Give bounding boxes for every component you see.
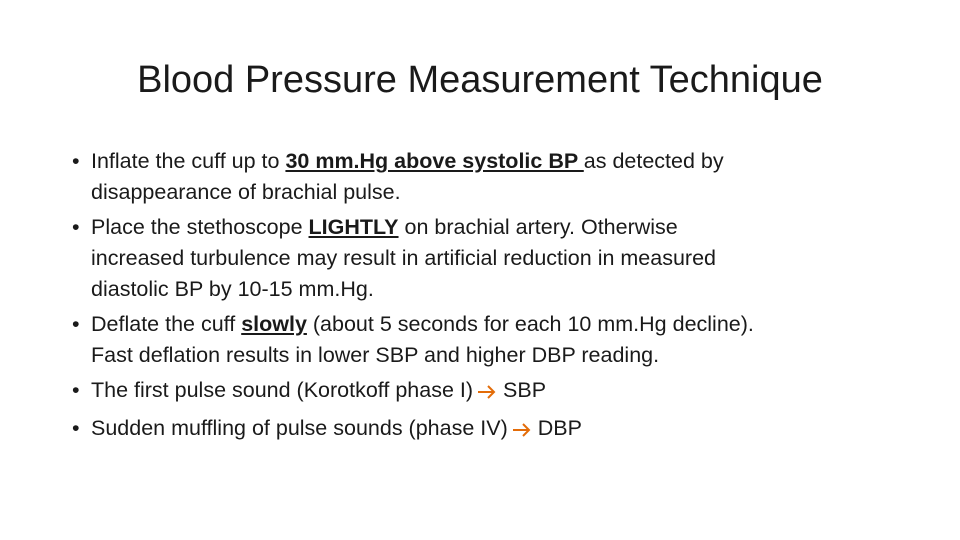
bullet-line bbox=[91, 309, 872, 340]
bullet-text: Place the stethoscope bbox=[91, 215, 309, 239]
bullet-text: on brachial artery. Otherwise bbox=[398, 215, 678, 239]
bullet-line bbox=[91, 243, 872, 274]
emphasized-text: LIGHTLY bbox=[308, 215, 399, 239]
bullet-line bbox=[91, 177, 872, 208]
bullet-line bbox=[91, 413, 872, 447]
bullet-text: Fast deflation results in lower SBP and higher DBP reading. bbox=[91, 343, 660, 367]
bullet-text: DBP bbox=[537, 416, 582, 440]
bullet-marker: • bbox=[72, 416, 80, 440]
emphasized-text: 30 mm.Hg above systolic BP bbox=[285, 149, 584, 173]
bullet-line bbox=[91, 375, 872, 409]
bullet-text: increased turbulence may result in artificial reduction in measured bbox=[91, 246, 717, 270]
bullet-marker: • bbox=[72, 312, 80, 336]
bullet-line bbox=[91, 146, 872, 177]
bullet-line bbox=[91, 274, 872, 305]
bullet-line bbox=[91, 340, 872, 371]
bullet-line bbox=[91, 212, 872, 243]
bullet-text: Deflate the cuff bbox=[91, 312, 242, 336]
bullet-text: as detected by bbox=[583, 149, 724, 173]
bullet-marker: • bbox=[72, 378, 80, 402]
right-arrow-icon bbox=[512, 416, 532, 447]
bullet-marker: • bbox=[72, 149, 80, 173]
bullet-item bbox=[72, 413, 872, 447]
bullet-text: SBP bbox=[503, 378, 547, 402]
bullet-text: Inflate the cuff up to bbox=[91, 149, 286, 173]
bullet-item bbox=[72, 375, 872, 409]
bullet-marker: • bbox=[72, 215, 80, 239]
bullet-item bbox=[72, 146, 872, 208]
emphasized-text: slowly bbox=[241, 312, 307, 336]
bullet-text: diastolic BP by 10-15 mm.Hg. bbox=[91, 277, 374, 301]
bullet-item bbox=[72, 212, 872, 305]
bullet-text: (about 5 seconds for each 10 mm.Hg decline). bbox=[306, 312, 754, 336]
bullet-text: Sudden muffling of pulse sounds (phase IV) bbox=[91, 416, 508, 440]
bullet-list bbox=[72, 146, 872, 451]
bullet-item bbox=[72, 309, 872, 371]
right-arrow-icon bbox=[477, 378, 497, 409]
slide-title: Blood Pressure Measurement Technique bbox=[137, 59, 823, 101]
bullet-text: The first pulse sound (Korotkoff phase I) bbox=[91, 378, 474, 402]
bullet-text: disappearance of brachial pulse. bbox=[91, 180, 401, 204]
